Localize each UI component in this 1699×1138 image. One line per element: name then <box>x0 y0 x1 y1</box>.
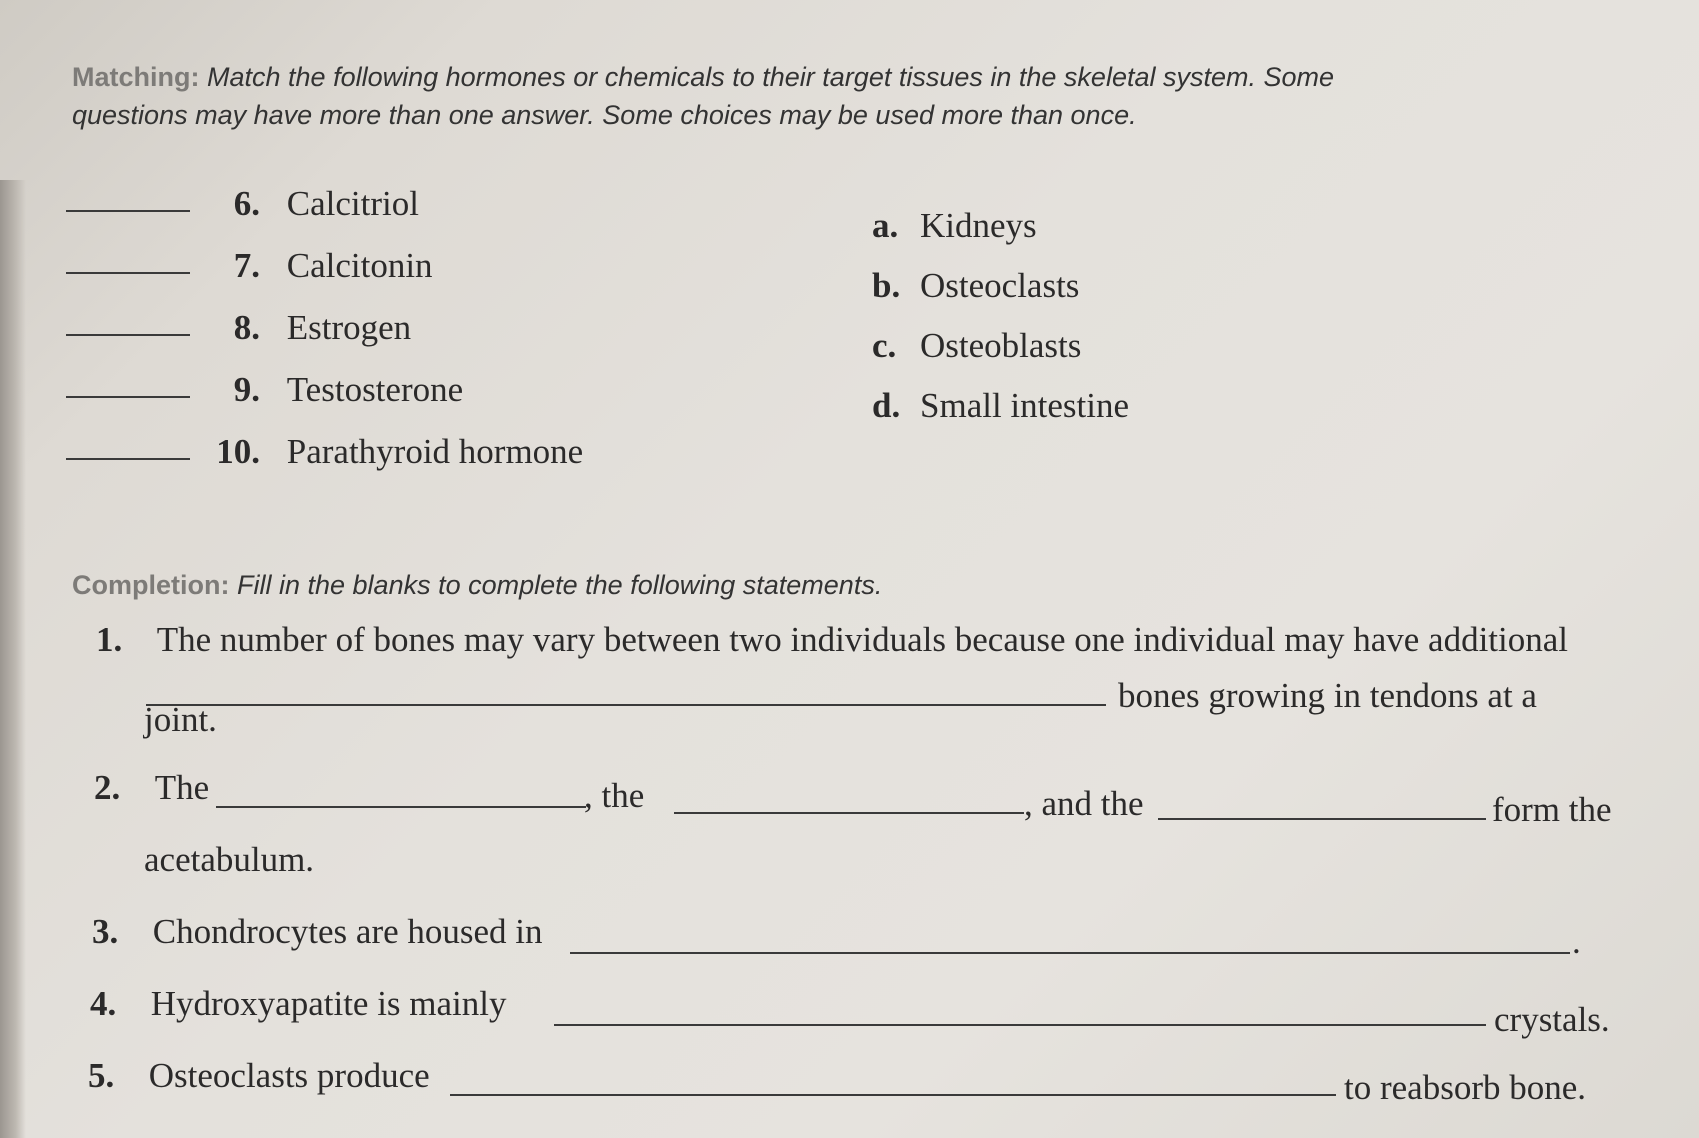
completion-label: Completion: <box>72 570 230 600</box>
choice-letter: a. <box>872 206 899 245</box>
completion-question-5 <box>88 1056 430 1096</box>
item-number: 8. <box>233 308 260 347</box>
question-2-line2: acetabulum. <box>144 840 315 879</box>
item-number: 10. <box>216 432 260 471</box>
item-number: 6. <box>233 184 260 223</box>
choice-letter: b. <box>872 266 901 305</box>
matching-item <box>200 432 583 472</box>
answer-blank-6[interactable] <box>66 210 190 212</box>
item-label: Calcitonin <box>286 246 433 285</box>
question-4-end: crystals. <box>1494 1000 1610 1039</box>
answer-blank-q5[interactable] <box>450 1094 1336 1096</box>
question-5-end: to reabsorb bone. <box>1344 1068 1587 1107</box>
answer-blank-7[interactable] <box>66 272 190 274</box>
item-label: Testosterone <box>286 370 464 409</box>
choice-label: Small intestine <box>920 386 1130 425</box>
question-1-continued: bones growing in tendons at a <box>1118 676 1537 715</box>
choice-letter: d. <box>872 386 901 425</box>
matching-item <box>200 308 411 348</box>
answer-blank-10[interactable] <box>66 458 190 460</box>
question-text: The number of bones may vary between two individuals because one individual may have additional <box>156 620 1569 659</box>
matching-item <box>200 184 419 224</box>
question-number: 1. <box>96 620 123 659</box>
question-text: Osteoclasts produce <box>148 1056 430 1095</box>
matching-instructions <box>72 58 1572 134</box>
matching-item <box>200 370 463 410</box>
question-2-part2: , the <box>584 776 645 815</box>
completion-question-2 <box>94 768 209 808</box>
completion-question-4 <box>90 984 507 1024</box>
matching-item <box>200 246 433 286</box>
choice-label: Osteoblasts <box>920 326 1082 365</box>
item-number: 9. <box>233 370 260 409</box>
answer-blank-q1[interactable] <box>146 704 1106 706</box>
completion-question-3 <box>92 912 543 952</box>
choice-label: Kidneys <box>920 206 1037 245</box>
question-number: 5. <box>88 1056 115 1095</box>
choice-item <box>872 386 1129 426</box>
completion-instructions <box>72 566 1572 604</box>
question-text-part1: The <box>154 768 210 807</box>
question-2-part4: form the <box>1492 790 1612 829</box>
question-number: 2. <box>94 768 121 807</box>
question-number: 3. <box>92 912 119 951</box>
item-label: Calcitriol <box>286 184 419 223</box>
question-2-part3: , and the <box>1024 784 1144 823</box>
choice-item <box>872 206 1037 246</box>
answer-blank-8[interactable] <box>66 334 190 336</box>
choice-item <box>872 266 1079 306</box>
choice-label: Osteoclasts <box>920 266 1080 305</box>
answer-blank-q2-b[interactable] <box>674 812 1024 814</box>
question-text: Chondrocytes are housed in <box>152 912 543 951</box>
answer-blank-q2-c[interactable] <box>1158 818 1486 820</box>
matching-instructions-line2: questions may have more than one answer. Some choices may be used more than once. <box>72 100 1137 130</box>
item-label: Estrogen <box>286 308 412 347</box>
question-1-line3: joint. <box>144 700 217 739</box>
item-number: 7. <box>233 246 260 285</box>
page-edge-shadow <box>0 180 26 1138</box>
completion-question-1 <box>96 620 1568 660</box>
choice-item <box>872 326 1081 366</box>
matching-instructions-line1: Match the following hormones or chemicals to their target tissues in the skeletal system. Some <box>207 62 1335 92</box>
question-3-end: . <box>1572 922 1581 961</box>
completion-instructions-text: Fill in the blanks to complete the following statements. <box>237 570 883 600</box>
item-label: Parathyroid hormone <box>286 432 584 471</box>
choice-letter: c. <box>872 326 897 365</box>
matching-label: Matching: <box>72 62 200 92</box>
answer-blank-q2-a[interactable] <box>216 806 586 808</box>
question-text: Hydroxyapatite is mainly <box>150 984 507 1023</box>
answer-blank-9[interactable] <box>66 396 190 398</box>
question-number: 4. <box>90 984 117 1023</box>
answer-blank-q3[interactable] <box>570 952 1570 954</box>
answer-blank-q4[interactable] <box>554 1024 1486 1026</box>
